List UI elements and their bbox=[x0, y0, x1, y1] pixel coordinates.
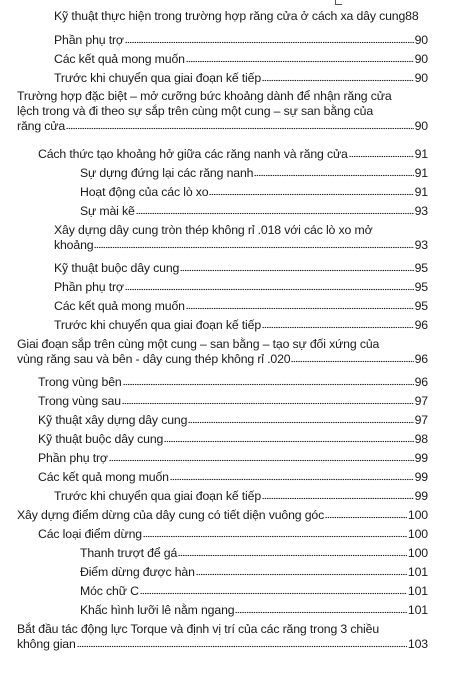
toc-entry-title-line: Giai đoạn sắp trên cùng một cung – san bằng – tạo sự đối xứng của bbox=[17, 337, 380, 351]
toc-entry-page: 101 bbox=[407, 603, 428, 617]
toc-entry-title: Trong vùng sau bbox=[38, 394, 121, 408]
toc-entry[interactable] bbox=[38, 432, 428, 447]
toc-entry[interactable] bbox=[80, 185, 428, 200]
toc-entry-title-line: không gian bbox=[17, 637, 76, 651]
toc-entry-page: 90 bbox=[414, 71, 428, 85]
toc-entry-page: 99 bbox=[414, 470, 428, 484]
toc-entry-page: 95 bbox=[414, 261, 428, 275]
dot-leader bbox=[125, 288, 414, 291]
toc-entry[interactable] bbox=[38, 413, 428, 428]
toc-entry[interactable] bbox=[38, 527, 428, 542]
toc-entry[interactable] bbox=[17, 622, 428, 652]
toc-entry-title-line: Xây dựng dây cung tròn thép không rỉ .018 với các lò xo mở bbox=[54, 223, 373, 237]
toc-entry-page: 103 bbox=[407, 637, 428, 651]
toc-entry-title: Phần phụ trợ bbox=[38, 451, 108, 465]
dot-leader bbox=[262, 497, 414, 500]
toc-entry[interactable] bbox=[17, 508, 428, 523]
toc-entry-title-line: răng cửa bbox=[17, 119, 66, 133]
toc-entry-title: Các kết quả mong muốn bbox=[54, 52, 185, 66]
toc-entry-page: 99 bbox=[414, 451, 428, 465]
dot-leader bbox=[66, 127, 414, 130]
toc-entry-page: 95 bbox=[414, 299, 428, 313]
dot-leader bbox=[196, 573, 407, 576]
toc-entry[interactable] bbox=[54, 299, 428, 314]
toc-entry-title: Khấc hình lưỡi lê nằm ngang bbox=[80, 603, 235, 617]
dot-leader bbox=[209, 193, 413, 196]
dot-leader bbox=[77, 645, 407, 648]
toc-entry-page: 90 bbox=[414, 33, 428, 47]
toc-entry-page: 96 bbox=[414, 375, 428, 389]
toc-entry[interactable] bbox=[17, 337, 428, 367]
toc-entry[interactable] bbox=[54, 71, 428, 86]
toc-entry[interactable] bbox=[54, 280, 428, 295]
toc-entry-page: 100 bbox=[407, 546, 428, 560]
toc-entry[interactable] bbox=[54, 33, 428, 48]
toc-entry-title: Các loại điểm dừng bbox=[38, 527, 142, 541]
toc-entry-page: 93 bbox=[414, 204, 428, 218]
toc-entry[interactable] bbox=[54, 223, 428, 253]
dot-leader bbox=[122, 402, 414, 405]
dot-leader bbox=[186, 307, 414, 310]
dot-leader bbox=[235, 611, 406, 614]
toc-entry-page: 100 bbox=[407, 508, 428, 522]
toc-entry-title: Trong vùng bên bbox=[38, 375, 122, 389]
toc-entry-title: Kỹ thuật buộc dây cung bbox=[38, 432, 164, 446]
toc-entry-title: Hoạt động của các lò xo bbox=[80, 185, 209, 199]
toc-entry-page: 91 bbox=[414, 147, 428, 161]
toc-entry-title: Cách thức tạo khoảng hở giữa các răng nanh và răng cửa bbox=[38, 147, 348, 161]
dot-leader bbox=[109, 459, 414, 462]
dot-leader bbox=[143, 535, 407, 538]
toc-entry-title: Kỹ thuật thực hiện trong trường hợp răng cửa ở cách xa dây cung bbox=[54, 9, 406, 23]
toc-entry-title: Trước khi chuyển qua giai đoạn kế tiếp bbox=[54, 71, 262, 85]
toc-entry[interactable] bbox=[54, 489, 428, 504]
dot-leader bbox=[186, 60, 414, 63]
toc-entry[interactable] bbox=[38, 147, 428, 162]
toc-entry[interactable] bbox=[38, 394, 428, 409]
toc-entry-title-line: vùng răng sau và bên - dây cung thép không rỉ .020 bbox=[17, 352, 291, 366]
toc-entry-title-line: lệch trong và đi theo sự sắp trên cùng một cung – sự san bằng của bbox=[17, 104, 374, 118]
dot-leader bbox=[140, 592, 407, 595]
toc-entry-page: 91 bbox=[414, 185, 428, 199]
dot-leader bbox=[170, 478, 414, 481]
dot-leader bbox=[349, 155, 414, 158]
toc-entry-page: 96 bbox=[414, 318, 428, 332]
toc-entry-page: 91 bbox=[414, 166, 428, 180]
toc-entry-page: 88 bbox=[405, 9, 419, 23]
toc-entry-page: 90 bbox=[414, 52, 428, 66]
toc-entry-title: Các kết quả mong muốn bbox=[38, 470, 169, 484]
toc-entry-page: 101 bbox=[407, 565, 428, 579]
toc-entry-title: Kỹ thuật xây dựng dây cung bbox=[38, 413, 188, 427]
page-corner-mark bbox=[335, 0, 342, 5]
dot-leader bbox=[136, 212, 414, 215]
toc-entry-page: 98 bbox=[414, 432, 428, 446]
dot-leader bbox=[254, 174, 413, 177]
dot-leader bbox=[164, 440, 413, 443]
dot-leader bbox=[178, 554, 407, 557]
toc-entry-page: 97 bbox=[414, 394, 428, 408]
dot-leader bbox=[125, 41, 414, 44]
toc-entry-page: 101 bbox=[407, 584, 428, 598]
toc-entry[interactable] bbox=[38, 375, 428, 390]
toc-entry-title: Sự dựng đứng lại các răng nanh bbox=[80, 166, 254, 180]
toc-entry-title: Kỹ thuật buộc dây cung bbox=[54, 261, 180, 275]
dot-leader bbox=[188, 421, 413, 424]
toc-entry[interactable] bbox=[17, 89, 428, 134]
toc-entry-title: Móc chữ C bbox=[80, 584, 139, 598]
toc-entry-title: Trước khi chuyển qua giai đoạn kế tiếp bbox=[54, 318, 262, 332]
toc-entry[interactable] bbox=[80, 584, 428, 599]
toc-entry-title: Điểm dừng được hàn bbox=[80, 565, 195, 579]
toc-entry-title: Các kết quả mong muốn bbox=[54, 299, 185, 313]
toc-entry-page: 96 bbox=[414, 352, 428, 366]
toc-entry[interactable] bbox=[80, 546, 428, 561]
toc-entry-page: 90 bbox=[414, 119, 428, 133]
toc-entry[interactable] bbox=[80, 166, 428, 181]
dot-leader bbox=[325, 516, 407, 519]
dot-leader bbox=[180, 269, 413, 272]
toc-entry[interactable] bbox=[80, 603, 428, 618]
dot-leader bbox=[262, 326, 414, 329]
toc-entry-page: 95 bbox=[414, 280, 428, 294]
toc-entry-page: 93 bbox=[414, 238, 428, 252]
toc-entry-title: Phần phụ trợ bbox=[54, 280, 124, 294]
toc-entry[interactable] bbox=[38, 470, 428, 485]
toc-entry[interactable] bbox=[80, 565, 428, 580]
toc-entry-page: 99 bbox=[414, 489, 428, 503]
toc-entry[interactable] bbox=[54, 52, 428, 67]
toc-entry-title: Sự mài kẽ bbox=[80, 204, 135, 218]
toc-entry-page: 97 bbox=[414, 413, 428, 427]
toc-entry-title-line: Bắt đầu tác động lực Torque và định vị trí của các răng trong 3 chiều bbox=[17, 622, 380, 636]
dot-leader bbox=[262, 79, 414, 82]
toc-entry-page: 100 bbox=[407, 527, 428, 541]
toc-entry[interactable] bbox=[54, 9, 423, 24]
dot-leader bbox=[123, 383, 414, 386]
toc-entry[interactable] bbox=[54, 318, 428, 333]
toc-entry[interactable] bbox=[54, 261, 428, 276]
dot-leader bbox=[291, 360, 413, 363]
toc-entry[interactable] bbox=[38, 451, 428, 466]
dot-leader bbox=[94, 246, 413, 249]
toc-entry-title: Xây dựng điểm dừng của dây cung có tiết diện vuông góc bbox=[17, 508, 325, 522]
toc-entry[interactable] bbox=[80, 204, 428, 219]
toc-entry-title-line: khoảng bbox=[54, 238, 94, 252]
toc-entry-title: Trước khi chuyển qua giai đoạn kế tiếp bbox=[54, 489, 262, 503]
toc-entry-title: Phần phụ trợ bbox=[54, 33, 124, 47]
toc-entry-title: Thanh trượt để gá bbox=[80, 546, 178, 560]
toc-entry-title-line: Trường hợp đặc biệt – mở cưỡng bức khoảng dành để nhận răng cửa bbox=[17, 89, 392, 103]
